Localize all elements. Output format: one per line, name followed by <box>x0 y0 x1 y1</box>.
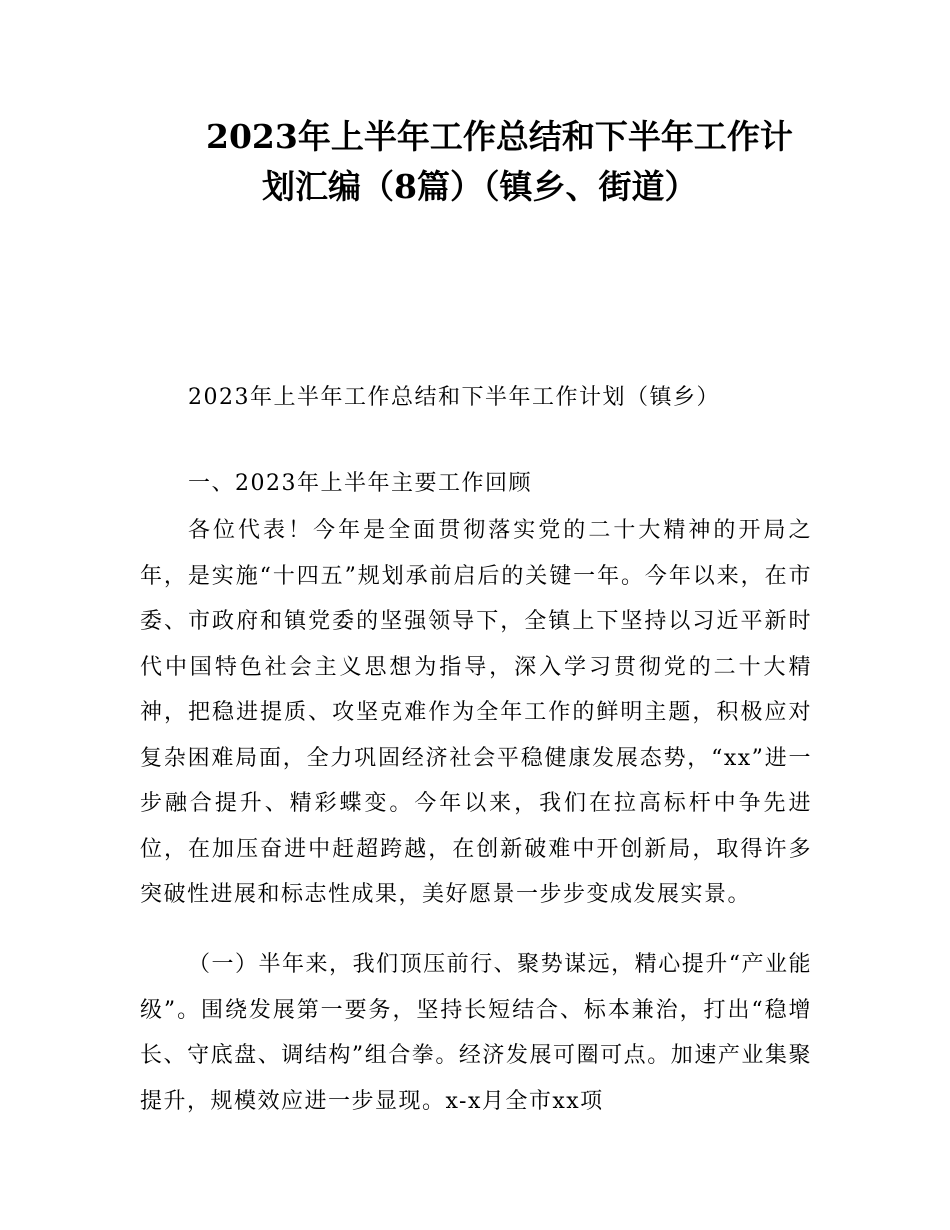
document-subtitle: 2023年上半年工作总结和下半年工作计划（镇乡） <box>188 385 720 410</box>
document-title <box>140 112 860 212</box>
document-title-line-1: 2023年上半年工作总结和下半年工作计 <box>206 117 793 156</box>
document-title-line-2: 划汇编（8篇）（镇乡、街道） <box>262 167 698 206</box>
section-heading: 一、2023年上半年主要工作回顾 <box>188 471 532 496</box>
body-paragraph: 各位代表！今年是全面贯彻落实党的二十大精神的开局之年，是实施“十四五”规划承前启后的关键一年。今年以来，在市委、市政府和镇党委的坚强领导下，全镇上下坚持以习近平新时代中国特色社会主义思想为指导，深入学习贯彻党的二十大精神，把稳进提质、攻坚克难作为全年工作的鲜明主题，积极应对复杂困难局面，全力巩固经济社会平稳健康发展态势，“xx”进一步融合提升、精彩蝶变。今年以来，我们在拉高标杆中争先进位，在加压奋进中赶超跨越，在创新破难中开创新局，取得许多突破性进展和标志性成果，美好愿景一步步变成发展实景。 <box>140 518 812 907</box>
body-paragraph: （一）半年来，我们顶压前行、聚势谋远，精心提升“产业能级”。围绕发展第一要务，坚持长短结合、标本兼治，打出“稳增长、守底盘、调结构”组合拳。经济发展可圈可点。加速产业集聚提升，规模效应进一步显现。x-x月全市xx项 <box>140 952 812 1114</box>
